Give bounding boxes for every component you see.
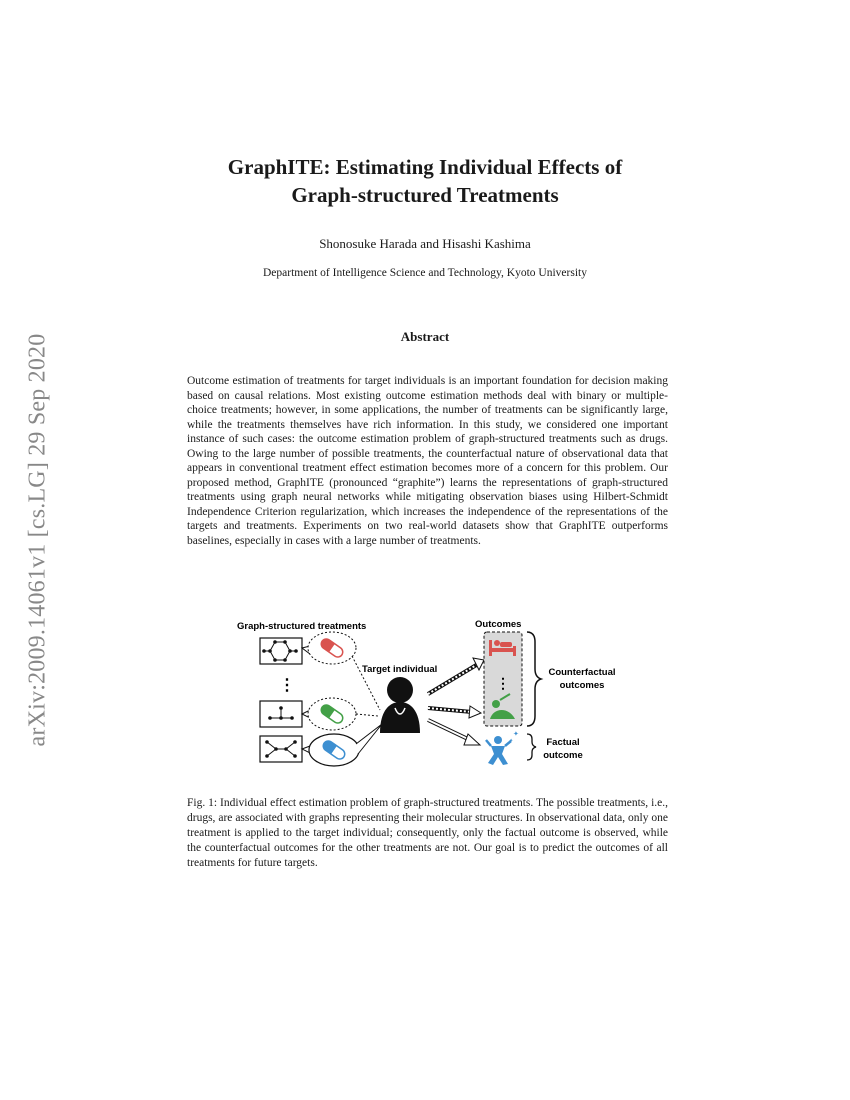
svg-text:✦: ✦ xyxy=(509,738,514,744)
figure-1-diagram xyxy=(230,612,630,782)
arrow-to-counterfactual-2 xyxy=(428,706,481,718)
abstract-heading: Abstract xyxy=(400,329,450,344)
label-graph-structured-treatments: Graph-structured treatments xyxy=(237,621,367,632)
label-factual-2: outcome xyxy=(543,750,583,761)
title-line-2: Graph-structured Treatments xyxy=(291,183,559,207)
factual-brace xyxy=(527,734,536,760)
graph-box-2 xyxy=(260,701,302,727)
svg-text:✦: ✦ xyxy=(513,730,519,738)
happy-person-icon xyxy=(486,730,519,765)
abstract-body: Outcome estimation of treatments for target individuals is an important foundation for decision making based on causal relations. Most existing outcome estimation methods deal with binary or multiple-choice treatments; however, in some applications, the number of treatments can be significantly large, while the treatments themselves have rich information. In this study, we considered one important instance of such cases: the outcome estimation problem of graph-structured treatments such as drugs. Owing to the large number of possible treatments, the counterfactual nature of observational data that appears in conventional treatment effect estimation becomes more of a concern for this problem. Our proposed method, GraphITE (pronounced “graphite”) learns the representations of graph-structured treatments using graph neural networks while mitigating observation biases using Hilbert-Schmidt Independence Criterion regularization, which increases the independence of the representations of the targets and treatments. Experiments on two real-world datasets show that GraphITE outperforms baselines, especially in cases with a large number of treatments. xyxy=(187,375,668,547)
label-counterfactual-1: Counterfactual xyxy=(548,667,616,678)
affiliation: Department of Intelligence Science and Technology, Kyoto University xyxy=(263,267,587,279)
authors: Shonosuke Harada and Hisashi Kashima xyxy=(319,236,531,251)
title-line-1: GraphITE: Estimating Individual Effects of xyxy=(227,155,623,179)
label-outcomes: Outcomes xyxy=(475,619,522,630)
label-target-individual: Target individual xyxy=(362,664,438,675)
label-factual-1: Factual xyxy=(546,737,580,748)
pill-bubble-green xyxy=(308,698,356,730)
target-individual-icon xyxy=(380,677,420,733)
counterfactual-brace xyxy=(527,632,541,726)
figure-1 xyxy=(230,612,630,782)
arrow-to-factual xyxy=(428,720,480,745)
graph-box-3 xyxy=(260,736,302,762)
figure-caption: Fig. 1: Individual effect estimation problem of graph-structured treatments. The possible treatments, i.e., drugs, are associated with graphs representing their molecular structures. In observational data, only one treatment is applied to the target individual; consequently, only the factual outcome is observed, while the counterfactual outcomes for the other treatments are not. Our goal is to predict the outcomes of all treatments for future targets. xyxy=(187,797,668,869)
label-counterfactual-2: outcomes xyxy=(559,680,605,691)
paper-title xyxy=(150,153,700,209)
pill-bubble-blue xyxy=(309,734,359,766)
outcome-ellipsis: ⋮ xyxy=(496,676,510,692)
graph-box-1 xyxy=(260,638,302,664)
arxiv-id-text: arXiv:2009.14061v1 [cs.LG] 29 Sep 2020 xyxy=(24,333,51,747)
graph-ellipsis: ⋮ xyxy=(279,675,295,694)
pill-bubble-red xyxy=(308,632,356,664)
